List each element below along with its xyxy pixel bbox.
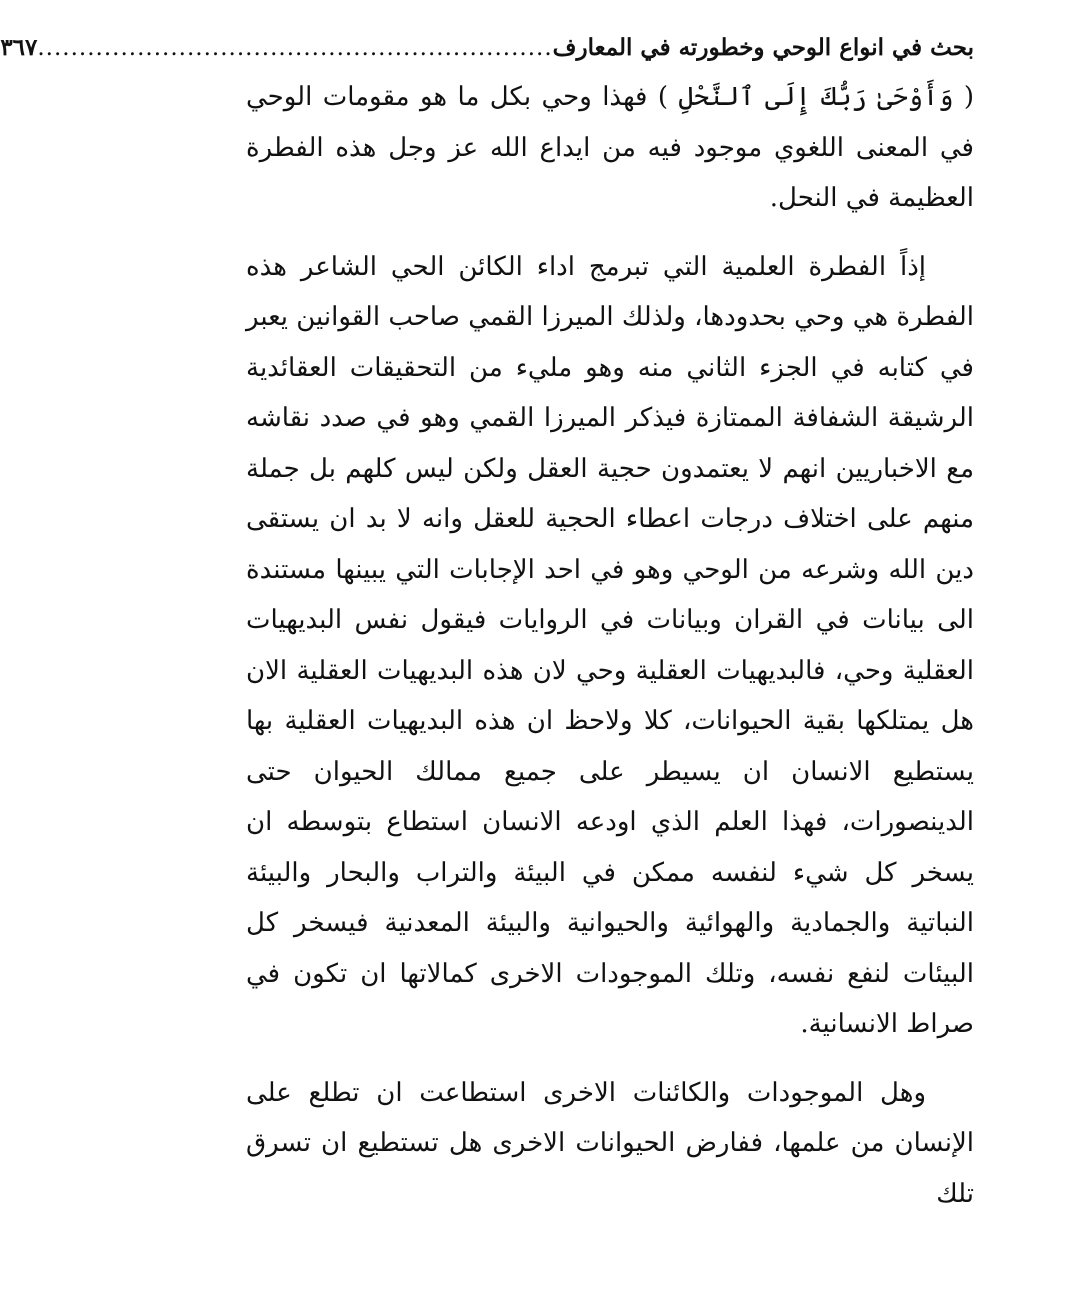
running-header <box>0 26 974 70</box>
running-title: بحث في انواع الوحي وخطورته في المعارف <box>552 34 974 61</box>
paragraph-1 <box>246 72 974 224</box>
leader-dots: .............................................................. <box>37 35 553 61</box>
paragraph-3: وهل الموجودات والكائنات الاخرى استطاعت ان تطلع على الإنسان من علمها، ففارض الحيوانات الاخرى هل تستطيع ان تسرق تلك <box>246 1077 974 1209</box>
book-page <box>0 26 975 1219</box>
paragraph-2: إذاً الفطرة العلمية التي تبرمج اداء الكائن الحي الشاعر هذه الفطرة هي وحي بحدودها، ولذلك الميرزا القمي صاحب القوانين يعبر في كتابه في الجزء الثاني منه وهو مليء من التحقيقات العقائدية الرشيقة الشفافة الممتازة فيذكر الميرزا القمي وهو في صدد نقاشه مع الاخباريين انهم لا يعتمدون حجية العقل ولكن ليس كلهم بل جملة منهم على اختلاف درجات اعطاء الحجية للعقل وانه لا بد ان يستقى دين الله وشرعه من الوحي وهو في احد الإجابات التي يبينها مستندة الى بيانات في القران وبيانات في الروايات فيقول نفس البديهيات العقلية وحي، فالبديهيات العقلية وحي لان هذه البديهيات العقلية الان هل يمتلكها بقية الحيوانات، كلا ولاحظ ان هذه البديهيات العقلية بها يستطيع الانسان ان يسيطر على جميع ممالك الحيوان حتى الدينصورات، فهذا العلم الذي اودعه الانسان استطاع بتوسطه ان يسخر كل شيء لنفسه ممكن في البيئة والتراب والبحار والبيئة النباتية والجمادية والهوائية والحيوانية والبيئة المعدنية فيسخر كل البيئات لنفع نفسه، وتلك الموجودات الاخرى كمالاتها ان تكون في صراط الانسانية. <box>246 251 975 1039</box>
quran-verse: ( وَأَوْحَىٰ رَبُّكَ إِلَى ٱلنَّحْلِ ) <box>657 82 974 112</box>
page-number: ٣٦٧ <box>0 34 38 61</box>
paragraph-1-text: فهذا وحي بكل ما هو مقومات الوحي في المعنى اللغوي موجود فيه من ايداع الله عز وجل هذه الفطرة العظيمة في النحل. <box>246 82 974 213</box>
